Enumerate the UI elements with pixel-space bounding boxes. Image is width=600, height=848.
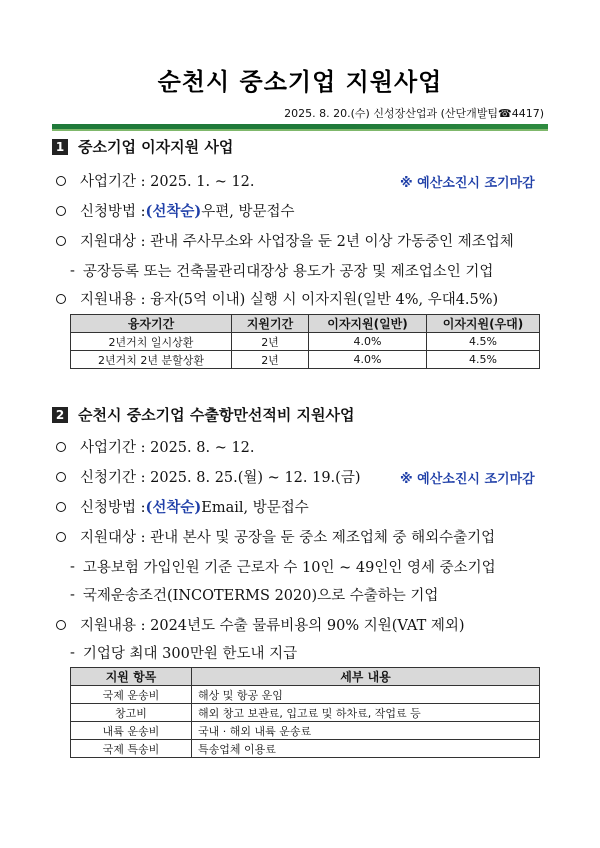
section-2-heading	[52, 404, 355, 425]
section-2-title: 순천시 중소기업 수출항만선적비 지원사업	[78, 406, 355, 424]
s2-target: 지원대상 : 관내 본사 및 공장을 둔 중소 제조업체 중 해외수출기업	[56, 526, 495, 547]
s1-target-sub: - 공장등록 또는 건축물관리대장상 용도가 공장 및 제조업소인 기업	[70, 262, 494, 280]
table-row: 2년거치 일시상환 2년 4.0% 4.5%	[71, 333, 540, 351]
table-row: 내륙 운송비 국내 · 해외 내륙 운송료	[71, 722, 540, 740]
table-header: 세부 내용	[192, 668, 540, 686]
bullet-circle-icon	[56, 620, 66, 630]
bullet-circle-icon	[56, 294, 66, 304]
section-1-number: 1	[52, 139, 68, 155]
s2-target-sub1: - 고용보험 가입인원 기준 근로자 수 10인 ~ 49인인 영세 중소기업	[70, 558, 496, 576]
table-header: 융자기간	[71, 315, 232, 333]
s1-content: 지원내용 : 융자(5억 이내) 실행 시 이자지원(일반 4%, 우대4.5%)	[56, 288, 498, 309]
s2-method: 신청방법 : (선착순) Email, 방문접수	[56, 496, 309, 517]
s2-deadline-note: ※ 예산소진시 조기마감	[400, 472, 535, 487]
bullet-circle-icon	[56, 236, 66, 246]
bullet-circle-icon	[56, 176, 66, 186]
table-header-row	[71, 315, 540, 333]
table-row: 국제 특송비 특송업체 이용료	[71, 740, 540, 758]
s2-period: 사업기간 : 2025. 8. ~ 12.	[56, 436, 255, 457]
table-header: 이자지원(일반)	[309, 315, 427, 333]
page-title: 순천시 중소기업 지원사업	[157, 68, 443, 96]
s1-interest-table	[70, 314, 540, 369]
s1-deadline-note: ※ 예산소진시 조기마감	[400, 176, 535, 191]
table-row: 국제 운송비 해상 및 항공 운임	[71, 686, 540, 704]
bullet-circle-icon	[56, 472, 66, 482]
s2-support-items-table	[70, 667, 540, 758]
table-header: 지원 항목	[71, 668, 192, 686]
s1-period: 사업기간 : 2025. 1. ~ 12.	[56, 170, 255, 191]
table-row: 2년거치 2년 분할상환 2년 4.0% 4.5%	[71, 351, 540, 369]
table-header-row	[71, 668, 540, 686]
bullet-circle-icon	[56, 502, 66, 512]
s1-method: 신청방법 : (선착순) 우편, 방문접수	[56, 200, 295, 221]
table-header: 지원기간	[232, 315, 309, 333]
bullet-circle-icon	[56, 532, 66, 542]
s2-content-sub: - 기업당 최대 300만원 한도내 지급	[70, 644, 298, 662]
bullet-circle-icon	[56, 206, 66, 216]
s2-content: 지원내용 : 2024년도 수출 물류비용의 90% 지원(VAT 제외)	[56, 614, 465, 635]
section-1-heading	[52, 136, 233, 157]
title-underline	[52, 124, 548, 129]
issue-info: 2025. 8. 20.(수) 신성장산업과 (산단개발팀☎4417)	[284, 107, 544, 120]
s2-apply-period: 신청기간 : 2025. 8. 25.(월) ~ 12. 19.(금)	[56, 466, 361, 487]
s2-target-sub2: - 국제운송조건(INCOTERMS 2020)으로 수출하는 기업	[70, 586, 439, 604]
s1-target: 지원대상 : 관내 주사무소와 사업장을 둔 2년 이상 가동중인 제조업체	[56, 230, 514, 251]
bullet-circle-icon	[56, 442, 66, 452]
section-2-number: 2	[52, 407, 68, 423]
section-1-title: 중소기업 이자지원 사업	[78, 138, 234, 156]
table-row: 창고비 해외 창고 보관료, 입고료 및 하차료, 작업료 등	[71, 704, 540, 722]
table-header: 이자지원(우대)	[427, 315, 540, 333]
